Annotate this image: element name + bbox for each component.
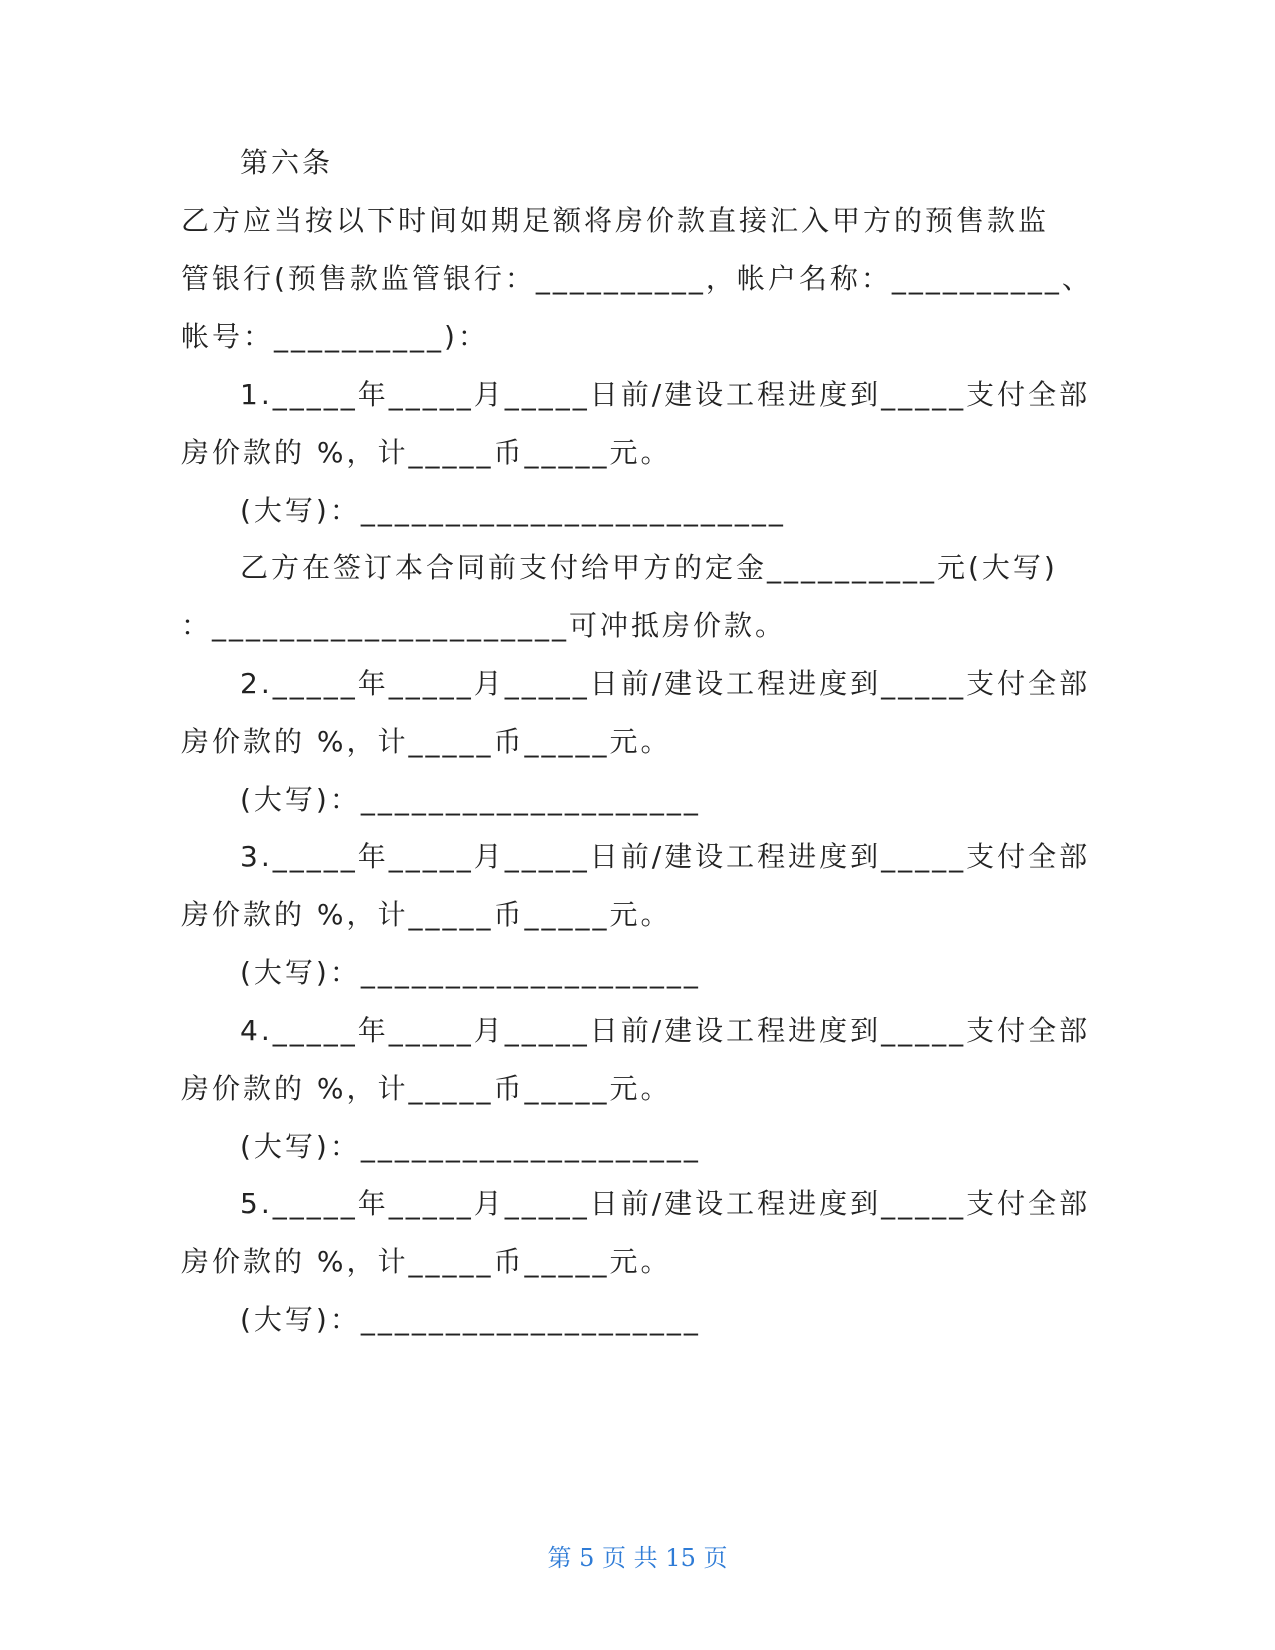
installment-3-schedule: 3._____年_____月_____日前/建设工程进度到_____支付全部 (240, 840, 1091, 873)
installment-5-schedule: 5._____年_____月_____日前/建设工程进度到_____支付全部 (240, 1187, 1091, 1220)
installment-3-capital: (大写)：____________________ (240, 956, 701, 989)
installment-5-capital: (大写)：____________________ (240, 1303, 701, 1336)
installment-2-schedule: 2._____年_____月_____日前/建设工程进度到_____支付全部 (240, 667, 1091, 700)
installment-1-schedule: 1._____年_____月_____日前/建设工程进度到_____支付全部 (240, 378, 1091, 411)
installment-4-capital: (大写)：____________________ (240, 1130, 701, 1163)
installment-4-amount: 房价款的 %，计_____币_____元。 (181, 1072, 672, 1105)
deposit-line-2: ：_____________________可冲抵房价款。 (181, 609, 787, 642)
installment-1-capital: (大写)：_________________________ (240, 494, 786, 527)
installment-1-amount: 房价款的 %，计_____币_____元。 (181, 436, 672, 469)
installment-5-amount: 房价款的 %，计_____币_____元。 (181, 1245, 672, 1278)
installment-3-amount: 房价款的 %，计_____币_____元。 (181, 898, 672, 931)
installment-4-schedule: 4._____年_____月_____日前/建设工程进度到_____支付全部 (240, 1014, 1091, 1047)
intro-line-1: 乙方应当按以下时间如期足额将房价款直接汇入甲方的预售款监 (181, 204, 1050, 237)
intro-line-3: 帐号：__________)： (181, 320, 489, 353)
intro-line-2: 管银行(预售款监管银行：__________，帐户名称：__________、 (181, 262, 1093, 295)
installment-2-capital: (大写)：____________________ (240, 783, 701, 816)
page-indicator: 第 5 页 共 15 页 (547, 1544, 728, 1572)
deposit-line-1: 乙方在签订本合同前支付给甲方的定金__________元(大写) (240, 551, 1058, 584)
article-heading: 第六条 (240, 146, 334, 179)
installment-2-amount: 房价款的 %，计_____币_____元。 (181, 725, 672, 758)
